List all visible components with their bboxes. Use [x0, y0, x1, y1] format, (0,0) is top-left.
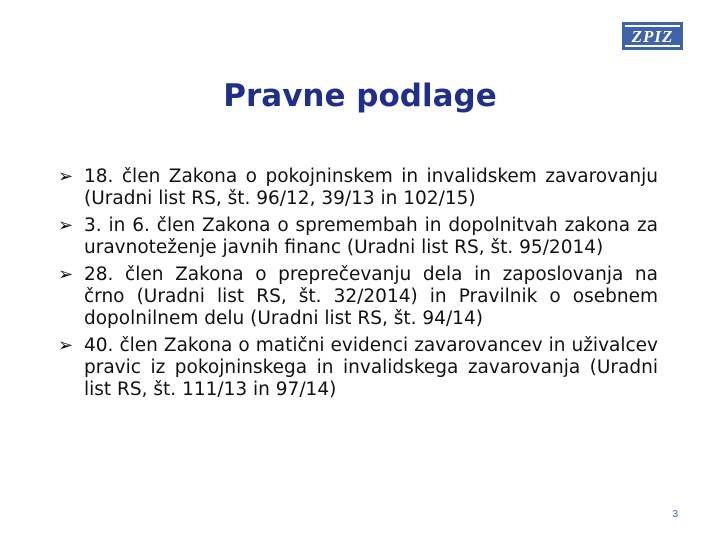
- zpiz-logo: [622, 22, 683, 50]
- list-item: [58, 264, 658, 330]
- list-item: [58, 335, 658, 401]
- list-item-text: 28. člen Zakona o preprečevanju dela in zaposlovanja na črno (Uradni list RS, št. 32/2014) in Pravilnik o osebnem dopolnilnem delu (Uradni list RS, št. 94/14): [84, 264, 658, 329]
- zpiz-logo-text: ZPIZ: [631, 26, 674, 46]
- list-item: [58, 166, 658, 210]
- legal-basis-list: [58, 166, 658, 406]
- arrow-right-icon: ➢: [58, 215, 74, 236]
- list-item-text: 40. člen Zakona o matični evidenci zavarovancev in uživalcev pravic iz pokojninskega in invalidskega zavarovanja (Uradni list RS, št. 111/13 in 97/14): [84, 335, 658, 400]
- list-item-text: 3. in 6. člen Zakona o spremembah in dopolnitvah zakona za uravnoteženje javnih financ (Uradni list RS, št. 95/2014): [84, 215, 658, 258]
- arrow-right-icon: ➢: [58, 335, 74, 356]
- list-item: [58, 215, 658, 259]
- list-item-text: 18. člen Zakona o pokojninskem in invalidskem zavarovanju (Uradni list RS, št. 96/12, 39/13 in 102/15): [84, 166, 658, 209]
- arrow-right-icon: ➢: [58, 166, 74, 187]
- zpiz-logo-frame: [625, 25, 680, 47]
- arrow-right-icon: ➢: [58, 264, 74, 285]
- slide-title: Pravne podlage: [223, 78, 497, 114]
- page-number: 3: [672, 509, 678, 520]
